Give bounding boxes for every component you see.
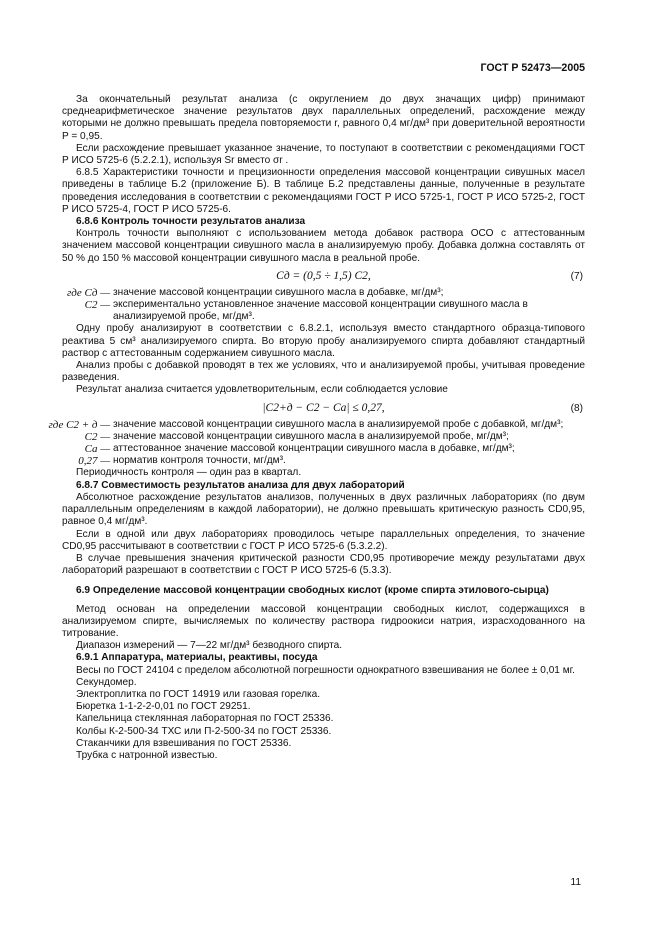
document-body <box>48 94 585 762</box>
paragraph: Если расхождение превышает указанное значение, то поступают в соответствии с рекомендациями ГОСТ Р ИСО 5725-6 (5.2.2.1), используя Sr вместо σr . <box>62 142 585 167</box>
heading-6-9: 6.9 Определение массовой концентрации свободных кислот (кроме спирта этилового-сырца) <box>76 585 549 597</box>
definition-row <box>62 287 585 299</box>
formula-8-expression: |C2+д − C2 − Cа| ≤ 0,27, <box>262 401 385 414</box>
paragraph: В случае превышения значения критической разности CD0,95 противоречие между результатами двух лабораторий разрешают в соответствии с ГОСТ Р ИСО 5725-6 (5.3.3). <box>62 552 585 577</box>
heading-6-8-7: 6.8.7 Совместимость результатов анализа для двух лабораторий <box>76 479 405 491</box>
definition-symbol: C2 — <box>84 299 110 312</box>
definition-row <box>48 418 585 431</box>
heading-6-8-6: 6.8.6 Контроль точности результатов анализа <box>76 216 306 228</box>
definition-symbol: где C2 + д — <box>48 418 110 431</box>
paragraph: Метод основан на определении массовой концентрации свободных кислот, содержащихся в анализируемом спирте, вычисляемых по количеству раствора гидроокиси натрия, израсходованного на титрование. <box>62 603 585 639</box>
definition-text: значение массовой концентрации сивушного масла в анализируемой пробе, мг/дм³; <box>113 430 509 442</box>
list-item: Колбы К-2-500-34 ТХС или П-2-500-34 по ГОСТ 25336. <box>76 725 332 737</box>
list-item: Секундомер. <box>76 676 137 688</box>
definition-symbol: Cа — <box>84 443 110 456</box>
formula-7-expression: Cд = (0,5 ÷ 1,5) C2, <box>276 269 371 282</box>
definition-symbol: 0,27 — <box>78 455 110 468</box>
formula-7-definitions <box>62 287 585 324</box>
paragraph: Абсолютное расхождение результатов анализов, полученных в двух различных лабораториях (по двум параллельным определениям в каждой лаборатории), не должно превышать критическую разность CD0,95, равное 0,4 мг/дм³. <box>62 491 585 528</box>
definition-text: аттестованное значение массовой концентрации сивушного масла в добавке, мг/дм³; <box>113 443 515 455</box>
formula-8 <box>62 399 585 417</box>
formula-8-number: (8) <box>570 402 583 414</box>
formula-7 <box>62 267 585 285</box>
paragraph: Периодичность контроля — один раз в квартал. <box>76 467 302 479</box>
list-item: Трубка с натронной известью. <box>76 749 218 761</box>
paragraph: Результат анализа считается удовлетворительным, если соблюдается условие <box>76 384 448 396</box>
definition-row <box>62 299 585 323</box>
paragraph: Диапазон измерений — 7—22 мг/дм³ безводного спирта. <box>76 640 343 652</box>
definition-text: значение массовой концентрации сивушного масла в добавке, мг/дм³; <box>113 286 444 298</box>
paragraph: Если в одной или двух лабораториях проводилось четыре параллельных определения, то значение CD0,95 рассчитывают в соответствии с ГОСТ Р ИСО 5725-6 (5.3.2.2). <box>62 528 585 552</box>
formula-8-definitions <box>48 418 585 468</box>
standard-code-header: ГОСТ Р 52473—2005 <box>480 62 585 74</box>
definition-symbol: где Cд — <box>66 286 110 299</box>
list-item: Электроплитка по ГОСТ 14919 или газовая горелка. <box>76 688 321 700</box>
list-item: Капельница стеклянная лабораторная по ГОСТ 25336. <box>76 713 334 725</box>
paragraph: Контроль точности выполняют с использованием метода добавок раствора ОСО с аттестованным значением массовой концентрации сивушного масла в анализируемую пробу. Добавка должна составлять от 50 % до 150 % массовой концентрации сивушного масла в реальной пробе. <box>62 228 585 264</box>
definition-symbol: C2 — <box>84 430 110 443</box>
formula-7-number: (7) <box>570 270 583 282</box>
heading-6-9-1: 6.9.1 Аппаратура, материалы, реактивы, посуда <box>76 652 318 664</box>
page-number: 11 <box>570 877 581 888</box>
paragraph: Анализ пробы с добавкой проводят в тех же условиях, что и анализируемой пробы, учитывая проведение разведения. <box>62 360 585 384</box>
paragraph: За окончательный результат анализа (с округлением до двух значащих цифр) принимают среднеарифметическое значение результатов двух параллельных определений, расхождение между которыми не должно превышать предела повторяемости r, равного 0,4 мг/дм³ при доверительной вероятности P = 0,95. <box>62 94 585 142</box>
definition-text: значение массовой концентрации сивушного масла в анализируемой пробе с добавкой, мг/дм³; <box>113 418 564 430</box>
definition-row <box>62 443 585 455</box>
paragraph: Одну пробу анализируют в соответствии с 6.8.2.1, используя вместо стандартного образца-типового реактива 5 см³ анализируемого спирта. Во вторую пробу анализируемого спирта добавляют стандартный раствор с аттестованным содержанием сивушного масла. <box>62 323 585 359</box>
list-item: Стаканчики для взвешивания по ГОСТ 25336. <box>76 737 292 749</box>
definition-row <box>62 431 585 443</box>
definition-row <box>62 455 585 467</box>
paragraph-6-8-5: 6.8.5 Характеристики точности и прецизионности определения массовой концентрации сивушных масел приведены в таблице Б.2 (приложение Б). В таблице Б.2 представлены данные, полученные в результате проведения исследования в соответствии с рекомендациями ГОСТ Р ИСО 5725-1, ГОСТ Р ИСО 5725-2, ГОСТ Р ИСО 5725-4, ГОСТ Р ИСО 5725-6. <box>62 167 585 215</box>
definition-text: норматив контроля точности, мг/дм³. <box>113 455 286 467</box>
paragraph: Весы по ГОСТ 24104 с пределом абсолютной погрешности однократного взвешивания не более ± 0,01 мг. <box>76 664 575 676</box>
definition-text: экспериментально установленное значение массовой концентрации сивушного масла в анализируемой пробе, мг/дм³. <box>113 299 528 323</box>
list-item: Бюретка 1-1-2-2-0,01 по ГОСТ 29251. <box>76 701 251 713</box>
